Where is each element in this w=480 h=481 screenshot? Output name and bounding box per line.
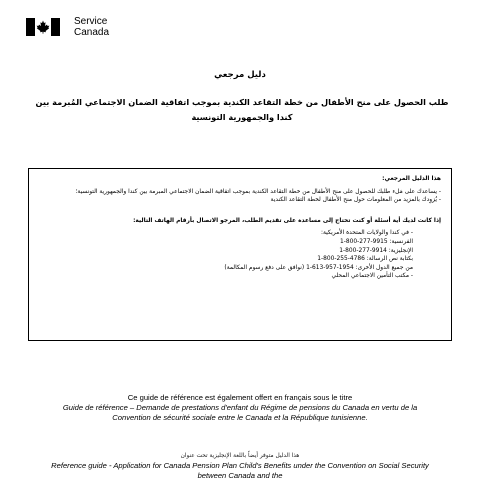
english-guide-title: Reference guide - Application for Canada Pension Plan Child's Benefits under the Convention on Social Security between Canada and the	[51, 461, 429, 480]
info-box	[28, 168, 452, 341]
maple-leaf-icon	[36, 20, 50, 34]
contact-list	[39, 229, 441, 281]
contact-line: الفرنسية: 9915-277-800-1	[339, 238, 413, 245]
contact-line: - مكتب التأمين الاجتماعي المحلي	[331, 273, 413, 280]
french-availability-note	[48, 393, 432, 422]
contact-line: من جميع الدول الأخرى: 1954-957-613-1 (نوافق على دفع رسوم المكالمة)	[224, 264, 413, 271]
info-box-heading: هذا الدليل المرجعي:	[382, 176, 441, 182]
list-item: - يُزوِدك بالمزيد من المعلومات حول منح الأطفال لخطة التقاعد الكندية	[270, 197, 441, 204]
brand-line-2: Canada	[74, 27, 110, 38]
french-note-line: Ce guide de référence est également offert en français sous le titre	[127, 393, 353, 402]
document-title: دليل مرجعي	[214, 70, 266, 80]
info-box-list	[39, 188, 441, 205]
contact-heading: إذا كانت لديك أية أسئلة أو كنت تحتاج إلى مساعدة على تقديم الطلب، المرجو الاتصال بأرقام الهاتف التالية:	[133, 217, 441, 224]
brand-name	[74, 16, 109, 38]
french-guide-title: Guide de référence – Demande de prestations d'enfant du Régime de pensions du Canada en vertu de la Convention de sécurité sociale entre le Canada et la République tunisienne.	[62, 402, 418, 422]
brand-line-1: Service	[74, 16, 108, 27]
contact-line: الإنجليزية: 9914-277-800-1	[339, 247, 413, 254]
service-canada-logo	[26, 16, 109, 38]
list-item: - يساعدك على مَلء طلبك للحصول على منح الأطفال من خطة التقاعد الكندية بموجب اتفاقية الضمان الاجتماعي المبرمة بين كندا والجمهورية التونسية؛	[75, 188, 441, 195]
canada-flag-icon	[26, 18, 60, 36]
arabic-availability-note: هذا الدليل متوفر أيضاً باللغة الإنجليزية تحت عنوان	[180, 453, 300, 459]
contact-line: - في كندا والولايات المتحدة الأمريكية:	[321, 230, 413, 237]
contact-line: بكتابة نص الرسالة: 4786-255-800-1	[317, 256, 413, 263]
document-subtitle: طلب الحصول على منح الأطفال من خطة التقاعد الكندية بموجب اتفاقية الضمان الاجتماعي المُبرمة بين كندا والجمهورية التونسية	[35, 97, 449, 122]
